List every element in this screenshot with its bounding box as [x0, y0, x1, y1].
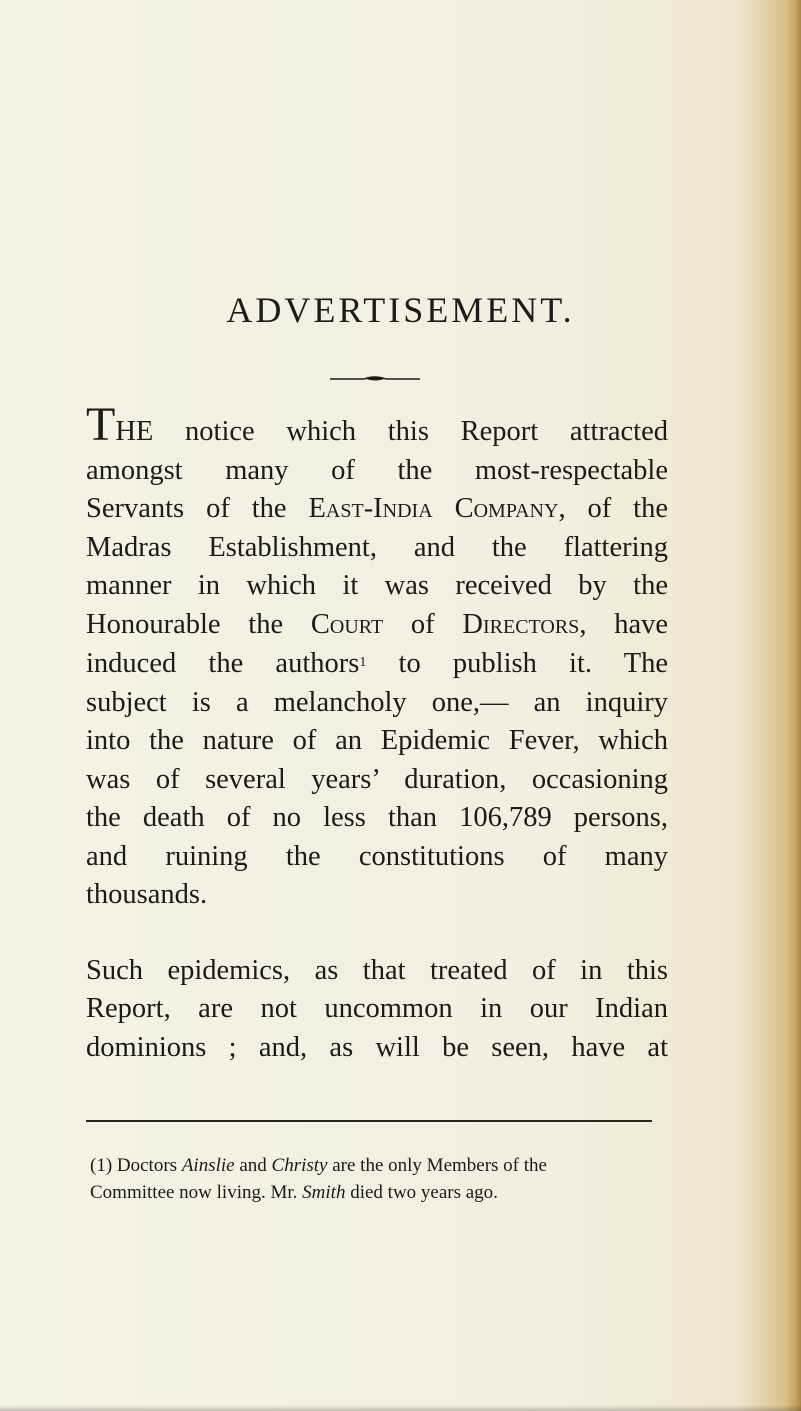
text-run: Honourable the [86, 608, 311, 640]
text-run: subject is a melancholy one,— an inquiry [86, 686, 668, 718]
text-run: Doctors [116, 1155, 182, 1176]
text-line [86, 567, 668, 606]
page-bottom-shadow [0, 1405, 801, 1411]
text-line [86, 761, 668, 800]
company-name: East-India Company [308, 493, 559, 524]
text-run: Committee now living. Mr. [90, 1182, 303, 1203]
person-name: Christy [271, 1155, 328, 1176]
text-run: Directors [462, 608, 580, 640]
footnote-reference: 1 [359, 655, 367, 670]
text-run: induced the authors [86, 648, 360, 679]
drop-cap: T [86, 398, 116, 451]
text-run: HE [115, 416, 154, 447]
text-run: manner in which it was received by the [86, 570, 668, 601]
text-run: to publish it. The [366, 648, 668, 679]
person-name: Smith [302, 1182, 346, 1203]
text-line [86, 799, 668, 838]
page-edge-shading [787, 0, 801, 1411]
text-run: was of several years’ duration, occasioning [86, 763, 668, 795]
text-run: thousands. [86, 879, 208, 910]
text-run: of [383, 608, 463, 640]
text-run: amongst many of the most-respectable [86, 454, 668, 486]
text-line: Such epidemics, as that treated of in this [86, 954, 668, 986]
text-line [86, 722, 668, 761]
text-line [86, 606, 668, 645]
text-run: the death of no less than 106,789 persons, [86, 802, 668, 833]
text-run: died two years ago. [345, 1182, 498, 1203]
text-run: Court [310, 608, 384, 640]
text-run: Madras Establishment, and the flattering [86, 531, 668, 563]
text-run: are the only Members of the [327, 1155, 547, 1176]
text-run: and ruining the constitutions of many [86, 840, 668, 872]
footnote-marker: (1) [90, 1155, 113, 1176]
person-name: Ainslie [181, 1155, 235, 1176]
text-line [86, 684, 668, 723]
text-line [86, 452, 668, 491]
text-line [86, 876, 668, 915]
text-run: , of the [558, 493, 668, 524]
ornament-rule-icon [330, 374, 420, 384]
text-line: Report, are not uncommon in our Indian [86, 993, 668, 1024]
text-run: , have [579, 608, 668, 640]
text-run: and [234, 1155, 272, 1176]
text-run: Servants of the [86, 493, 309, 524]
body-text [86, 398, 668, 1067]
footnote-divider [86, 1120, 652, 1122]
text-line [86, 398, 668, 452]
paragraph-2 [86, 952, 668, 1068]
text-run: into the nature of an Epidemic Fever, which [86, 725, 668, 756]
text-run: notice which this Report attracted [153, 416, 668, 447]
text-line [86, 838, 668, 877]
page-title: ADVERTISEMENT. [226, 290, 575, 330]
text-line [86, 529, 668, 568]
text-line: dominions ; and, as will be seen, have at [86, 1031, 668, 1063]
footnote [90, 1152, 664, 1206]
footnote-line [90, 1152, 664, 1179]
text-line [86, 644, 668, 684]
footnote-line [90, 1179, 664, 1206]
text-line [86, 490, 668, 529]
